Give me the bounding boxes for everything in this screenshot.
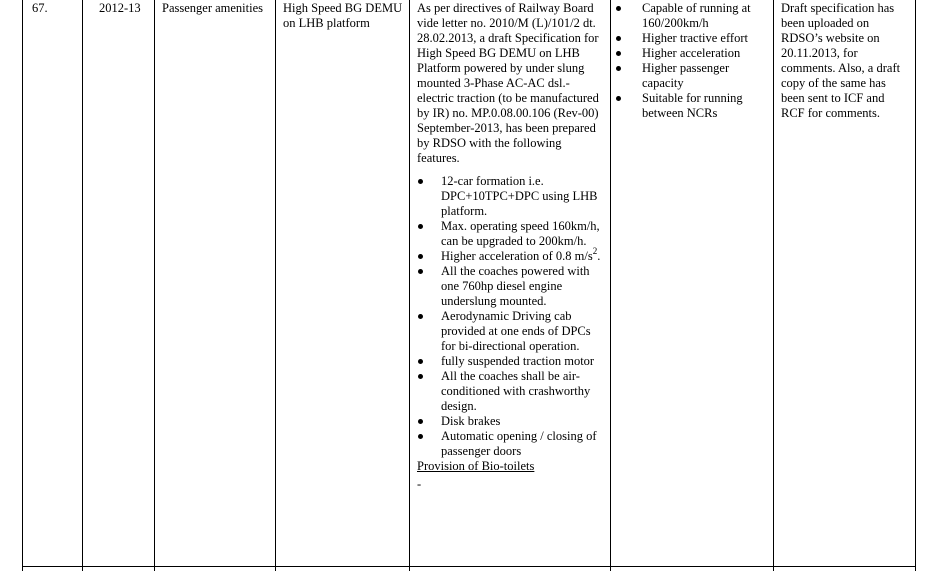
description-cell <box>417 1 605 492</box>
trailing-dash: - <box>417 477 422 491</box>
list-item: All the coaches powered with one 760hp diesel engine underslung mounted. <box>417 264 605 309</box>
list-item: Higher passenger capacity <box>615 61 770 91</box>
serial-number-cell: 67. <box>32 1 48 15</box>
table-divider <box>409 0 410 571</box>
bullet-icon <box>616 51 621 56</box>
table-border-right <box>915 0 916 571</box>
bullet-icon <box>418 269 423 274</box>
bullet-icon <box>418 179 423 184</box>
list-item: Capable of running at 160/200km/h <box>615 1 770 31</box>
features-list <box>417 174 605 459</box>
list-item: Max. operating speed 160km/h, can be upgraded to 200km/h. <box>417 219 605 249</box>
table-divider <box>154 0 155 571</box>
table-divider <box>610 0 611 571</box>
list-item: fully suspended traction motor <box>417 354 605 369</box>
bullet-icon <box>418 314 423 319</box>
list-item: Disk brakes <box>417 414 605 429</box>
list-item: Higher acceleration <box>615 46 770 61</box>
status-cell: Draft specification has been uploaded on RDSO’s website on 20.11.2013, for comments. Also, a draft copy of the same has been sent to ICF and RCF for comments. <box>781 1 901 120</box>
list-item: Aerodynamic Driving cab provided at one ends of DPCs for bi-directional operation. <box>417 309 605 354</box>
bullet-icon <box>616 96 621 101</box>
table-divider <box>275 0 276 571</box>
table-row-border <box>22 566 916 567</box>
bullet-icon <box>418 254 423 259</box>
list-item: All the coaches shall be air-conditioned with crashworthy design. <box>417 369 605 414</box>
advantages-cell <box>615 1 770 121</box>
bullet-icon <box>418 374 423 379</box>
bullet-icon <box>616 36 621 41</box>
list-item: Suitable for running between NCRs <box>615 91 770 121</box>
category-cell: Passenger amenities <box>162 1 264 15</box>
bullet-icon <box>418 419 423 424</box>
description-intro: As per directives of Railway Board vide letter no. 2010/M (L)/101/2 dt. 28.02.2013, a draft Specification for High Speed BG DEMU on LHB Platform powered by under slung mounted 3-Phase AC-AC dsl.-electric traction (to be manufactured by IR) no. MP.0.08.00.106 (Rev-00) September-2013, has been prepared by RDSO with the following features. <box>417 1 599 165</box>
advantages-list <box>615 1 770 121</box>
subheading-bio-toilets: Provision of Bio-toilets <box>417 459 535 473</box>
list-item: Higher tractive effort <box>615 31 770 46</box>
bullet-icon <box>418 359 423 364</box>
table-border-left <box>22 0 23 571</box>
list-item: 12-car formation i.e. DPC+10TPC+DPC using LHB platform. <box>417 174 605 219</box>
list-item: Higher acceleration of 0.8 $m/s^2$. <box>417 249 605 264</box>
bullet-icon <box>616 66 621 71</box>
bullet-icon <box>418 224 423 229</box>
bullet-icon <box>616 6 621 11</box>
item-cell: High Speed BG DEMU on LHB platform <box>283 1 403 30</box>
bullet-icon <box>418 434 423 439</box>
table-divider <box>82 0 83 571</box>
table-divider <box>773 0 774 571</box>
year-cell: 2012-13 <box>99 1 141 15</box>
list-item: Automatic opening / closing of passenger doors <box>417 429 605 459</box>
